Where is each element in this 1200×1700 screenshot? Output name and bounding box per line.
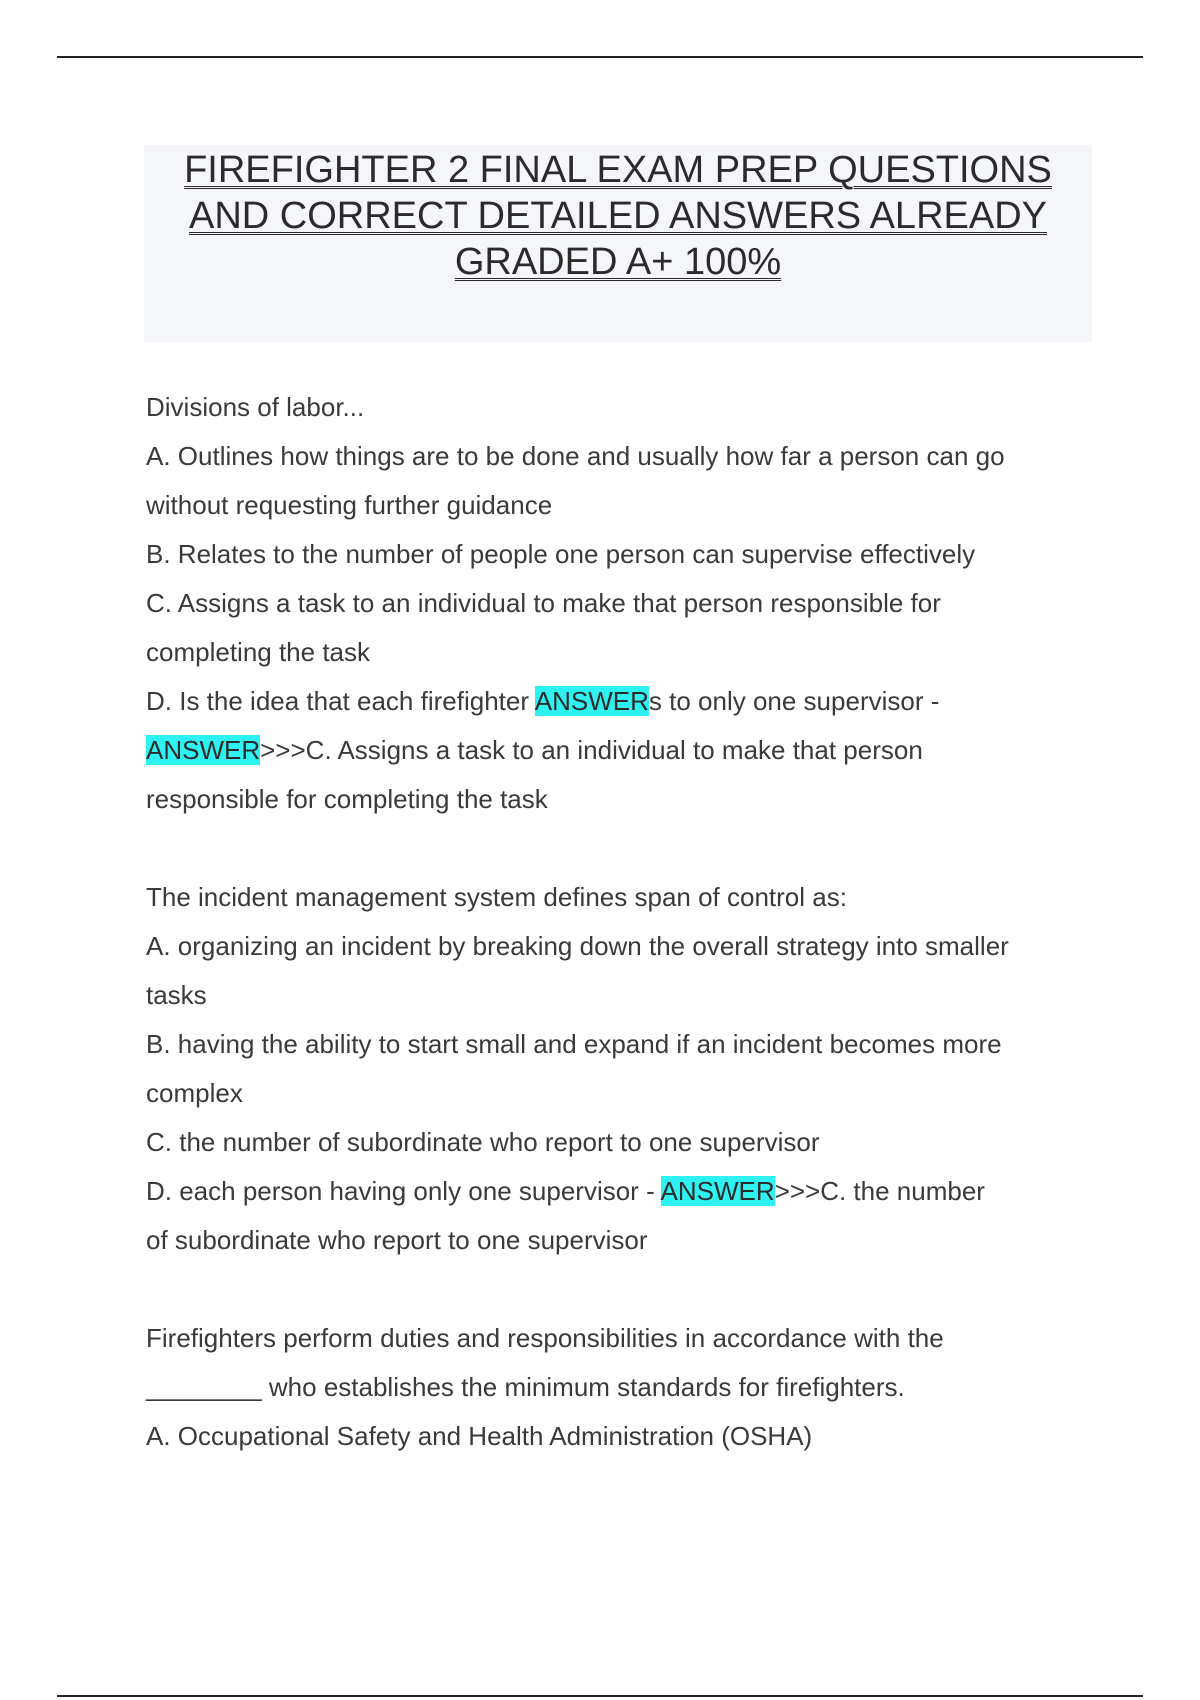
title-line-3: GRADED A+ 100% [454,241,782,283]
question-stem: Divisions of labor... [146,392,365,422]
question-stem: Firefighters perform duties and responsibilities in accordance with the [146,1323,944,1353]
question-2 [146,873,1096,1265]
option-a-continued: without requesting further guidance [146,490,553,520]
document-body [146,383,1096,1510]
option-d-text-end: s to only one supervisor - [648,686,940,716]
option-b: B. having the ability to start small and expand if an incident becomes more [146,1029,1002,1059]
answer-text-continued: responsible for completing the task [146,784,548,814]
option-a: A. Outlines how things are to be done and usually how far a person can go [146,441,1005,471]
option-c: C. the number of subordinate who report to one supervisor [146,1127,820,1157]
option-b: B. Relates to the number of people one person can supervise effectively [146,539,976,569]
option-d-text: D. each person having only one supervisor - [146,1176,661,1206]
option-a: A. Occupational Safety and Health Administration (OSHA) [146,1421,813,1451]
question-1 [146,383,1096,824]
answer-text-continued: of subordinate who report to one supervisor [146,1225,648,1255]
answer-highlight: ANSWER [660,1176,775,1206]
option-d [146,1167,1096,1216]
option-d [146,677,1096,726]
top-rule [57,56,1143,58]
question-3 [146,1314,1096,1461]
question-stem-continued: ________ who establishes the minimum standards for firefighters. [146,1372,905,1402]
title-line-1: FIREFIGHTER 2 FINAL EXAM PREP QUESTIONS [184,149,1052,191]
answer-text: >>>C. the number [774,1176,985,1206]
option-c-continued: completing the task [146,637,371,667]
option-a-continued: tasks [146,980,207,1010]
answer-highlight: ANSWER [146,735,261,765]
document-title [144,145,1092,342]
option-b-continued: complex [146,1078,243,1108]
answer-highlight: ANSWER [534,686,649,716]
question-stem: The incident management system defines span of control as: [146,882,847,912]
option-c: C. Assigns a task to an individual to make that person responsible for [146,588,941,618]
title-line-2: AND CORRECT DETAILED ANSWERS ALREADY [188,195,1047,237]
option-d-text: D. Is the idea that each firefighter [146,686,535,716]
bottom-rule [57,1695,1143,1697]
answer-line [146,726,1096,775]
option-a: A. organizing an incident by breaking down the overall strategy into smaller [146,931,1009,961]
answer-text: >>>C. Assigns a task to an individual to make that person [260,735,923,765]
